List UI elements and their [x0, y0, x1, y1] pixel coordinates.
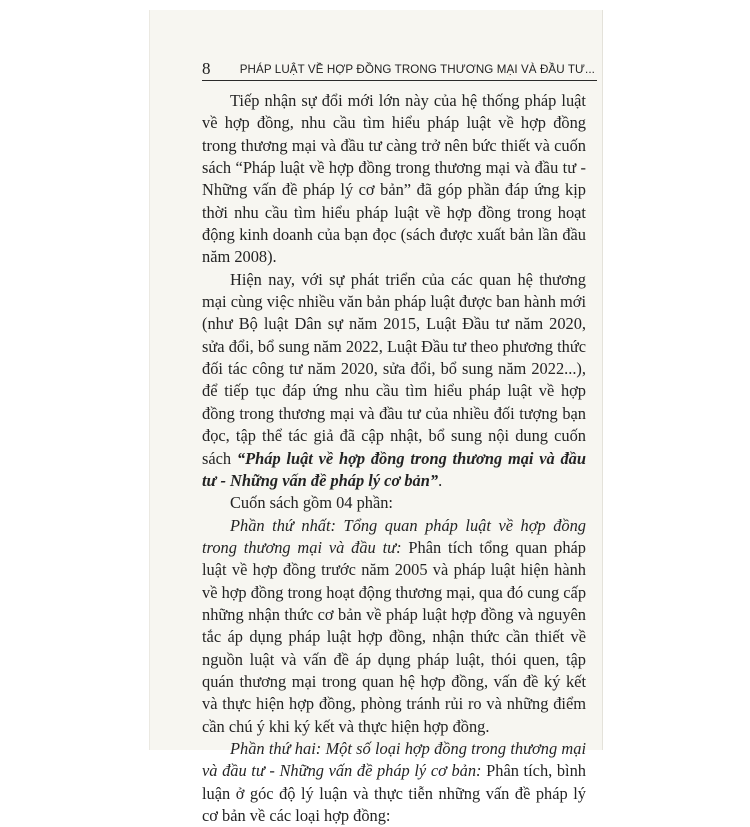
book-page [150, 10, 602, 825]
part-one-heading: Phần thứ nhất: Tổng quan pháp luật về hợp đồng trong thương mại và đầu tư: [202, 515, 586, 557]
page-header [202, 58, 597, 81]
part-two-heading: Phần thứ hai: Một số loại hợp đồng trong thương mại và đầu tư - Những vấn đề pháp lý cơ bản: [202, 738, 586, 781]
part-one-text: Phân tích tổng quan pháp luật về hợp đồng trước năm 2005 và pháp luật hiện hành về hợp đồng trong hoạt động thương mại, qua đó cung cấp những nhận thức cơ bản về pháp luật hợp đồng và nguyên tắc áp dụng pháp luật hợp đồng, nhận thức cần thiết về nguồn luật và vấn đề áp dụng pháp luật, thói quen, tập quán thương mại trong quan hệ hợp đồng, vấn đề ký kết và thực hiện hợp đồng, phòng tránh rủi ro và những điểm cần chú ý khi ký kết và thực hiện hợp đồng. [202, 537, 587, 736]
paragraph-3: Cuốn sách gồm 04 phần: [230, 493, 393, 513]
paragraph-2 [202, 269, 586, 492]
paragraph-2-text: Hiện nay, với sự phát triển của các quan hệ thương mại cùng việc nhiều văn bản pháp luật được ban hành mới (như Bộ luật Dân sự năm 2015, Luật Đầu tư năm 2020, sửa đổi, bổ sung năm 2022, Luật Đầu tư theo phương thức đối tác công tư năm 2020, sửa đổi, bổ sung năm 2022...), để tiếp tục đáp ứng nhu cầu tìm hiểu pháp luật về hợp đồng trong thương mại và đầu tư của nhiều đối tượng bạn đọc, tập thể tác giả đã cập nhật, bổ sung nội dung cuốn sách [202, 269, 586, 468]
paragraph-1: Tiếp nhận sự đổi mới lớn này của hệ thống pháp luật về hợp đồng, nhu cầu tìm hiểu pháp luật về hợp đồng trong thương mại và đầu tư càng trở nên bức thiết và cuốn sách “Pháp luật về hợp đồng trong thương mại và đầu tư - Những vấn đề pháp lý cơ bản” đã góp phần đáp ứng kịp thời nhu cầu tìm hiểu pháp luật về hợp đồng trong hoạt động kinh doanh của bạn đọc (sách được xuất bản lần đầu năm 2008). [202, 91, 586, 267]
book-title: “Pháp luật về hợp đồng trong thương mại và đầu tư - Những vấn đề pháp lý cơ bản” [202, 448, 586, 490]
running-head: PHÁP LUẬT VỀ HỢP ĐỒNG TRONG THƯƠNG MẠI VÀ ĐẦU TƯ... [239, 63, 595, 76]
paragraph-5 [202, 738, 586, 827]
body-text [202, 90, 586, 827]
part-two-text: Phân tích, bình luận ở góc độ lý luận và thực tiễn những vấn đề pháp lý cơ bản về các loại hợp đồng: [202, 761, 587, 825]
page-number: 8 [202, 59, 211, 78]
paragraph-4 [202, 515, 586, 738]
paragraph-2-end: . [438, 470, 443, 490]
